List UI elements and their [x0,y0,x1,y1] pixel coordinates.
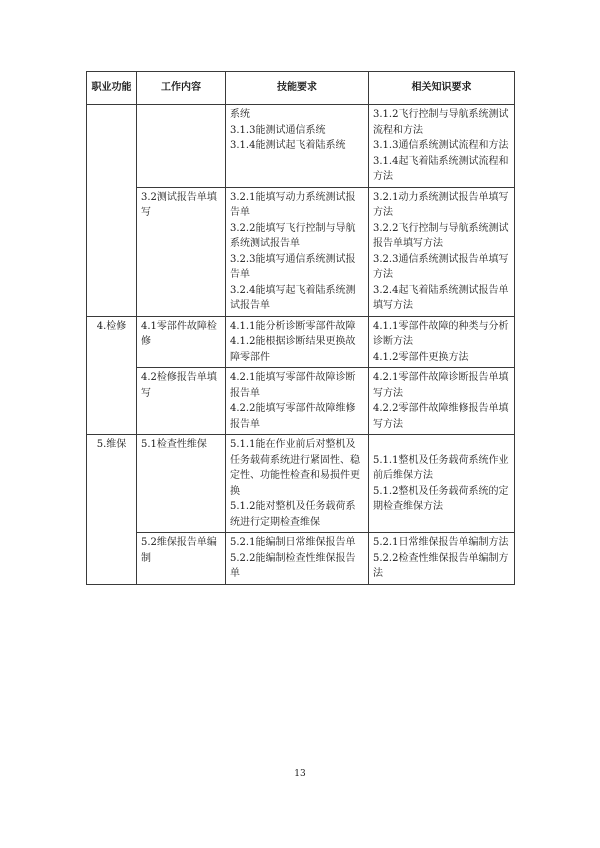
knowledge-item: 4.1.1零部件故障的种类与分析诊断方法 [373,320,509,347]
work-cell: 3.2测试报告单填写 [137,187,226,316]
knowledge-item: 3.2.3通信系统测试报告单填写方法 [373,253,509,280]
knowledge-item: 4.1.2零部件更换方法 [373,351,469,363]
table-row [87,368,515,435]
knowledge-item: 3.2.1动力系统测试报告单填写方法 [373,191,509,218]
work-cell: 5.1检查性维保 [137,435,226,533]
skill-item: 3.2.3能填写通信系统测试报告单 [230,253,356,280]
knowledge-item: 4.2.1零部件故障诊断报告单填写方法 [373,372,509,399]
competency-table [86,71,515,585]
header-work: 工作内容 [137,72,226,105]
knowledge-item: 5.2.2检查性维保报告单编制方法 [373,552,509,579]
knowledge-cell [369,435,515,533]
page-number: 13 [294,769,306,779]
table-row [87,533,515,585]
skill-cell [226,105,369,188]
skill-cell [226,533,369,585]
header-row [87,72,515,105]
table-row [87,316,515,368]
skill-cell [226,187,369,316]
table-row [87,105,515,188]
function-cell [87,105,137,317]
skill-item: 5.2.2能编制检查性维保报告单 [230,552,356,579]
skill-item: 4.2.1能填写零部件故障诊断报告单 [230,372,356,399]
table-row [87,435,515,533]
knowledge-cell [369,187,515,316]
knowledge-item: 3.2.2飞行控制与导航系统测试报告单填写方法 [373,222,509,249]
work-cell [137,105,226,188]
knowledge-item: 4.2.2零部件故障维修报告单填写方法 [373,403,509,430]
skill-item: 5.2.1能编制日常维保报告单 [230,537,356,548]
knowledge-item: 5.1.2整机及任务载荷系统的定期检查维保方法 [373,485,509,512]
function-cell: 5.维保 [87,435,137,585]
skill-cell [226,368,369,435]
work-cell: 4.1零部件故障检修 [137,316,226,368]
knowledge-cell [369,368,515,435]
knowledge-item: 5.2.1日常维保报告单编制方法 [373,537,509,548]
skill-item: 5.1.1能在作业前后对整机及任务载荷系统进行紧固性、稳定性、功能性检查和易损件更换 [230,439,360,497]
header-skill: 技能要求 [226,72,369,105]
skill-item: 3.1.3能测试通信系统 [230,124,326,136]
skill-item: 5.1.2能对整机及任务载荷系统进行定期检查维保 [230,501,356,528]
function-cell: 4.检修 [87,316,137,435]
skill-item: 4.1.1能分析诊断零部件故障 [230,320,356,332]
skill-item: 3.1.4能测试起飞着陆系统 [230,140,346,151]
work-cell: 4.2检修报告单填写 [137,368,226,435]
knowledge-item: 3.1.4起飞着陆系统测试流程和方法 [373,155,509,182]
skill-cell [226,435,369,533]
header-function: 职业功能 [87,72,137,105]
skill-item: 3.2.2能填写飞行控制与导航系统测试报告单 [230,222,356,249]
skill-item: 系统 [230,109,250,120]
knowledge-cell [369,533,515,585]
knowledge-item: 3.2.4起飞着陆系统测试报告单填写方法 [373,284,509,311]
skill-item: 3.2.4能填写起飞着陆系统测试报告单 [230,284,356,311]
table-row [87,187,515,316]
knowledge-cell [369,316,515,368]
skill-item: 3.2.1能填写动力系统测试报告单 [230,191,356,218]
skill-item: 4.2.2能填写零部件故障维修报告单 [230,403,356,430]
knowledge-item: 3.1.2飞行控制与导航系统测试流程和方法 [373,109,509,136]
skill-item: 4.1.2能根据诊断结果更换故障零部件 [230,336,356,363]
knowledge-cell [369,105,515,188]
work-cell: 5.2维保报告单编制 [137,533,226,585]
header-knowledge: 相关知识要求 [369,72,515,105]
skill-cell [226,316,369,368]
knowledge-item: 3.1.3通信系统测试流程和方法 [373,140,509,151]
knowledge-item: 5.1.1整机及任务载荷系统作业前后维保方法 [373,454,509,481]
